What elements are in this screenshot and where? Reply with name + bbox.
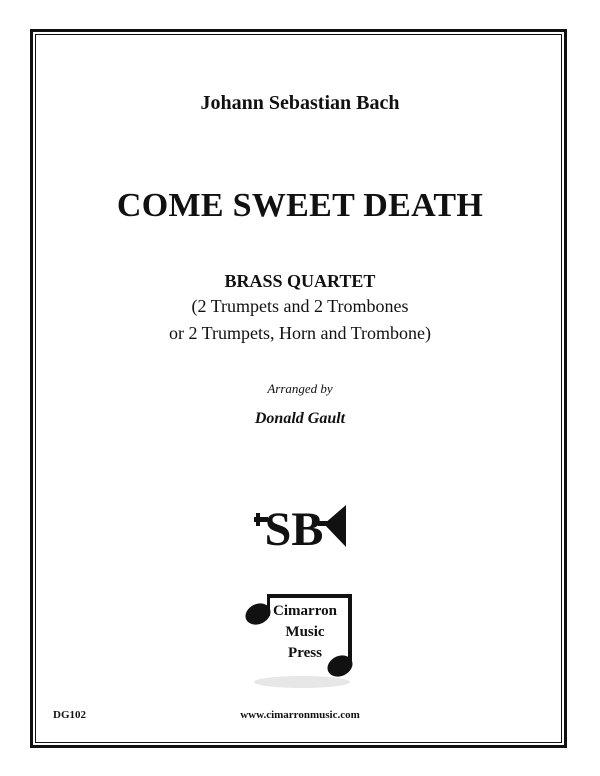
publisher-line-1: Cimarron bbox=[273, 603, 337, 619]
sb-logo-text: SB bbox=[264, 503, 324, 553]
publisher-line-3: Press bbox=[288, 645, 322, 661]
catalog-number: DG102 bbox=[53, 709, 86, 721]
cimarron-logo-text bbox=[262, 601, 348, 664]
composer-name: Johann Sebastian Bach bbox=[200, 92, 400, 114]
instrumentation-line-2: or 2 Trumpets, Horn and Trombone) bbox=[168, 323, 432, 343]
instrumentation-line-1: (2 Trumpets and 2 Trombones bbox=[191, 296, 409, 316]
piece-title: COME SWEET DEATH bbox=[116, 187, 484, 224]
arranger-name: Donald Gault bbox=[254, 410, 346, 427]
arranged-by-label: Arranged by bbox=[267, 381, 333, 396]
ensemble-label: BRASS QUARTET bbox=[224, 271, 376, 291]
publisher-line-2: Music bbox=[285, 624, 325, 640]
publisher-website: www.cimarronmusic.com bbox=[240, 709, 360, 721]
sb-publisher-logo bbox=[254, 497, 350, 553]
